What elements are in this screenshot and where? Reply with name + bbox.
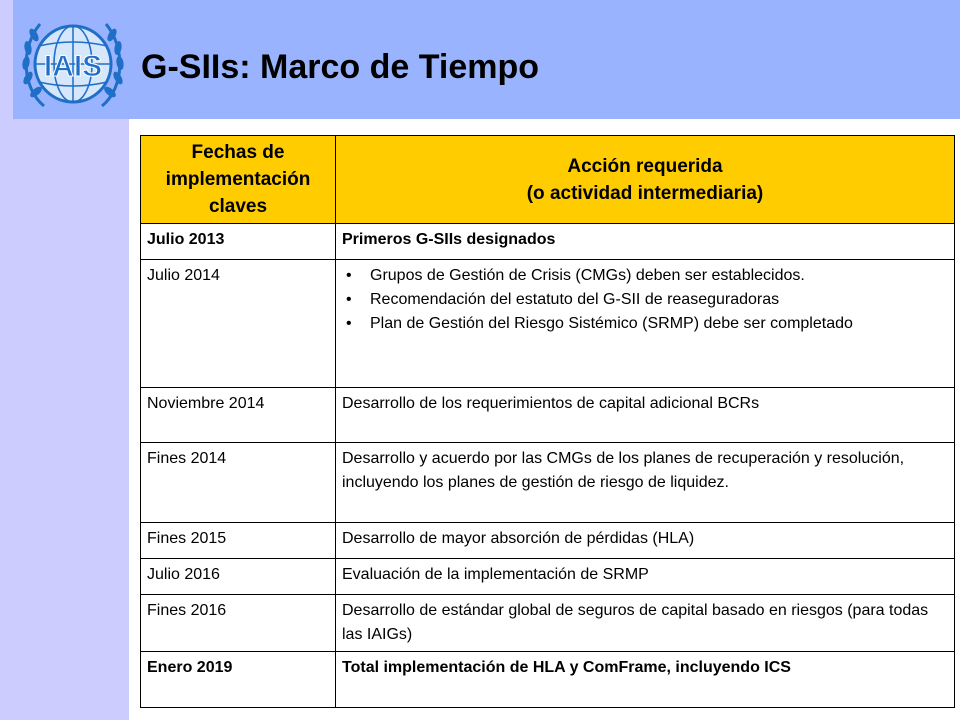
table-row [141,559,955,595]
slide-title: G-SIIs: Marco de Tiempo [141,48,540,86]
bullet-item: • Grupos de Gestión de Crisis (CMGs) deben ser establecidos. [370,264,948,288]
row-action: Total implementación de HLA y ComFrame, incluyendo ICS [336,652,955,708]
row-action: Desarrollo y acuerdo por las CMGs de los planes de recuperación y resolución, incluyendo los planes de gestión de riesgo de liquidez. [336,443,955,523]
bullet-item: • Plan de Gestión del Riesgo Sistémico (SRMP) debe ser completado [370,312,948,336]
row-date: Julio 2016 [141,559,336,595]
row-date: Fines 2015 [141,523,336,559]
row-action: Desarrollo de estándar global de seguros de capital basado en riesgos (para todas las IAIGs) [336,595,955,652]
row-date: Julio 2013 [141,224,336,260]
timeline-table [140,135,955,708]
row-date: Noviembre 2014 [141,388,336,443]
row-date: Julio 2014 [141,260,336,388]
table-row [141,443,955,523]
iais-logo [14,8,132,118]
table-header-row [141,136,955,224]
table-row [141,388,955,443]
row-action: Desarrollo de mayor absorción de pérdidas (HLA) [336,523,955,559]
row-date: Enero 2019 [141,652,336,708]
table-row [141,652,955,708]
table-row [141,224,955,260]
bullet-list [342,264,948,336]
row-action: Desarrollo de los requerimientos de capital adicional BCRs [336,388,955,443]
row-date: Fines 2016 [141,595,336,652]
table-row [141,523,955,559]
row-action [336,260,955,388]
row-action: Evaluación de la implementación de SRMP [336,559,955,595]
row-action: Primeros G-SIIs designados [336,224,955,260]
bullet-item: • Recomendación del estatuto del G-SII de reaseguradoras [370,288,948,312]
table-row [141,595,955,652]
header-dates: Fechas de implementación claves [141,136,336,224]
table-row [141,260,955,388]
logo-text: IAIS [43,50,103,83]
header-action: Acción requerida (o actividad intermediaria) [336,136,955,224]
row-date: Fines 2014 [141,443,336,523]
